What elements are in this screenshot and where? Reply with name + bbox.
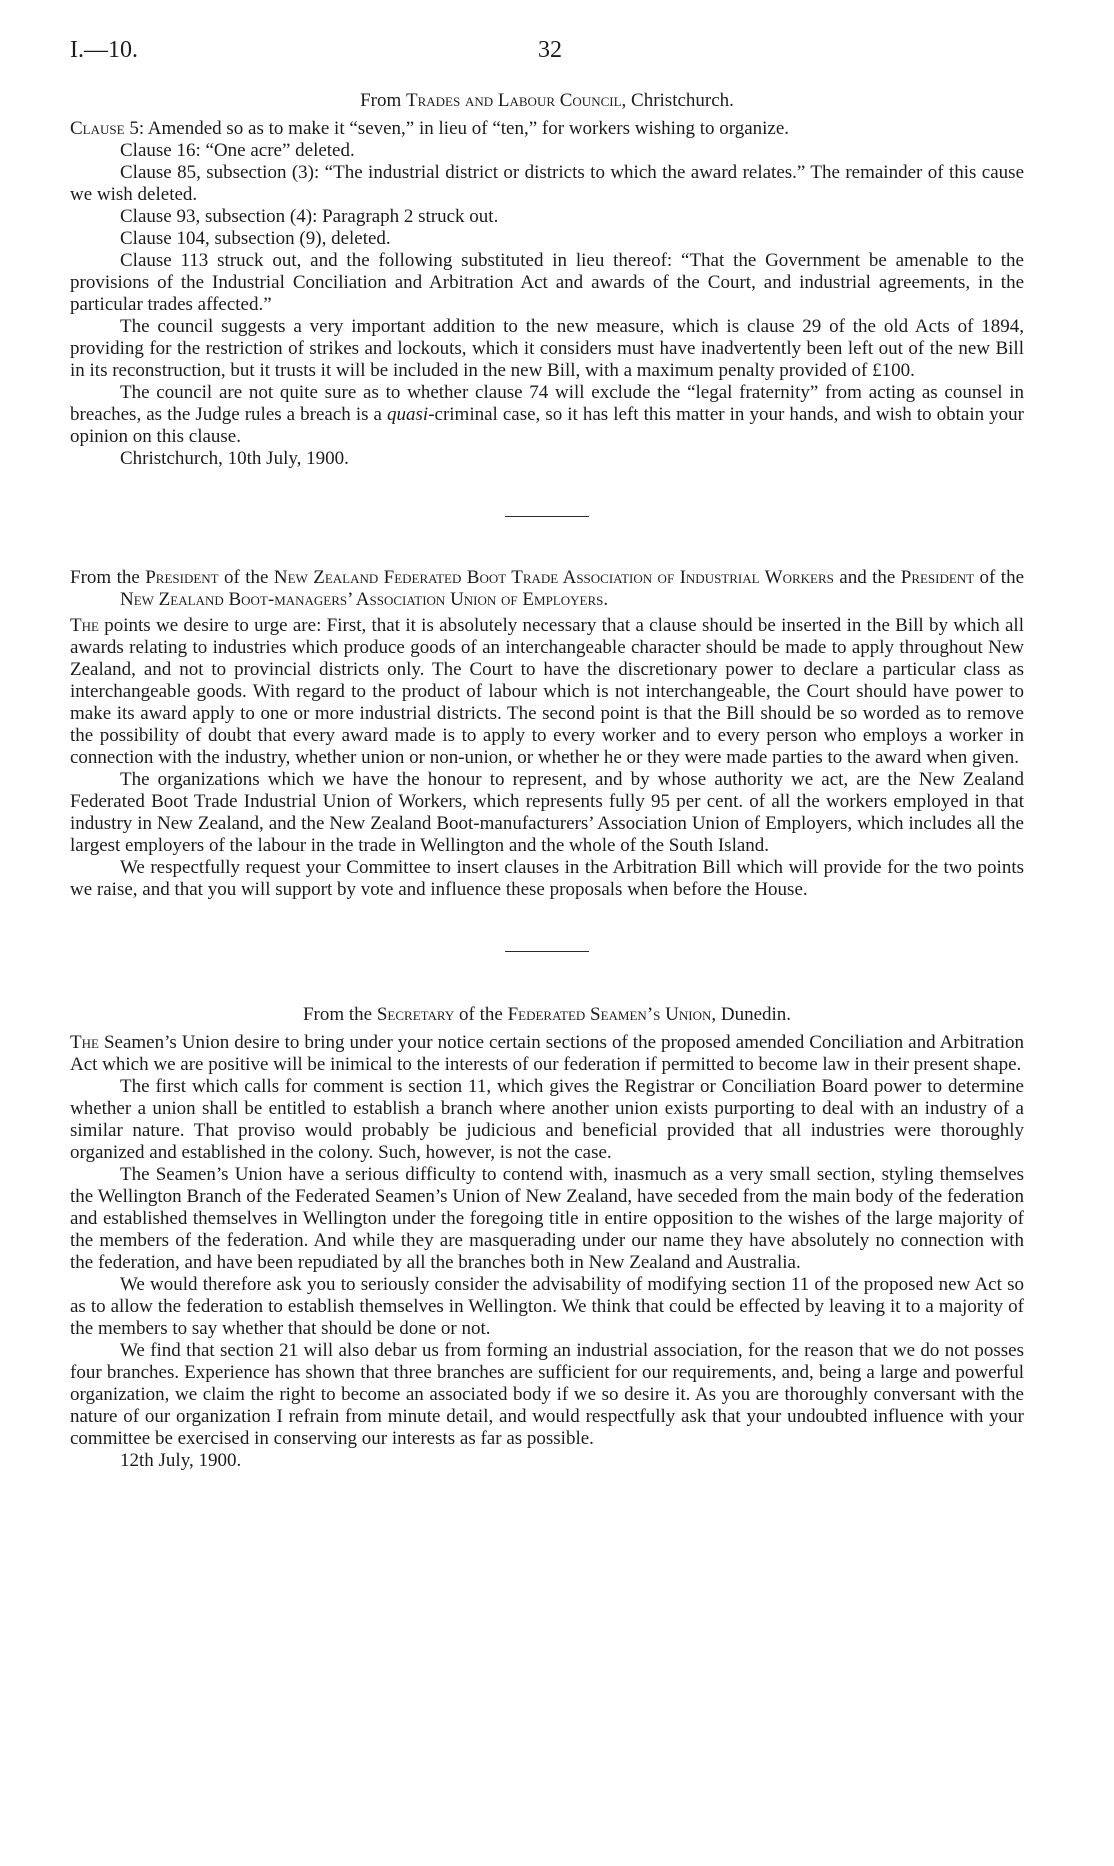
body-paragraph: The organizations which we have the honour to represent, and by whose authority we act, are the New Zealand Federated Boot Trade Industrial Union of Workers, which represents fully 95 per cent. of all the workers employed in that industry in New Zealand, and the New Zealand Boot-manufacturers’ Association Union of Employers, which includes all the largest employers of the labour in the trade in Wellington and the whole of the South Island. bbox=[70, 769, 1024, 856]
section-heading: From Trades and Labour Council, Christchurch. bbox=[360, 90, 734, 111]
body-paragraph: We find that section 21 will also debar us from forming an industrial association, for the reason that we do not posses four branches. Experience has shown that three branches are sufficient for our requirements, and, being a large and powerful organization, we claim the right to become an associated body if we so desire it. As you are thoroughly conversant with the nature of our organization I refrain from minute detail, and would respectfully ask that your undoubted influence with your committee be exercised in conserving our interests as far as possible. bbox=[70, 1340, 1024, 1449]
body-paragraph: We respectfully request your Committee to insert clauses in the Arbitration Bill which will provide for the two points we raise, and that you will support by vote and influence these proposals when before the House. bbox=[70, 857, 1024, 900]
body-paragraph: We would therefore ask you to seriously consider the advisability of modifying section 11 of the proposed new Act so as to allow the federation to establish themselves in Wellington. We think that could be effected by leaving it to a majority of the members to say whether that should be done or not. bbox=[70, 1274, 1024, 1339]
body-paragraph: The points we desire to urge are: First, that it is absolutely necessary that a clause should be inserted in the Bill by which all awards relating to industries which produce goods of an interchangeable character should be made to apply throughout New Zealand, and not to provincial districts only. The Court to have the discretionary power to declare a particular class as interchangeable goods. With regard to the product of labour which is not interchangeable, the Court should have power to make its award apply to one or more industrial districts. The second point is that the Bill should be so worded as to remove the possibility of doubt that every award made is to apply to every worker and to every person who employs a worker in connection with the industry, whether union or non-union, or whether he or they were made parties to the award when given. bbox=[70, 615, 1024, 768]
suggestion-paragraph: The council suggests a very important addition to the new measure, which is clause 29 of the old Acts of 1894, providing for the restriction of strikes and lockouts, which it considers must have inadvertently been left out of the new Bill in its reconstruction, but it trusts it will be included in the new Bill, with a maximum penalty provided of £100. bbox=[70, 316, 1024, 381]
organization-name: New Zealand Federated Boot Trade Association of Industrial Workers bbox=[273, 567, 834, 588]
legal-fraternity-paragraph: The council are not quite sure as to whether clause 74 will exclude the “legal fraternity” from acting as counsel in breaches, as the Judge rules a breach is a quasi-criminal case, so it has left this matter in your hands, and wish to obtain your opinion on this clause. bbox=[70, 382, 1024, 447]
clause-5-paragraph: Clause 5: Amended so as to make it “seven,” in lieu of “ten,” for workers wishing to organize. bbox=[70, 118, 790, 139]
clause-16-paragraph: Clause 16: “One acre” deleted. bbox=[120, 140, 355, 161]
section-seamens-union bbox=[70, 1004, 1024, 1472]
document-reference: I.—10. bbox=[70, 37, 138, 63]
page-number: 32 bbox=[538, 37, 562, 63]
section-heading: From the Secretary of the Federated Seamen’s Union, Dunedin. bbox=[302, 1004, 792, 1025]
section-boot-trade-association bbox=[70, 567, 1024, 901]
running-header bbox=[70, 36, 1024, 76]
section-divider bbox=[505, 516, 589, 517]
body-paragraph: The first which calls for comment is section 11, which gives the Registrar or Conciliation Board power to determine whether a union shall be entitled to establish a branch where another union exists purporting to deal with an industry of a similar nature. That proviso would probably be judicious and beneficial provided that all industries were thoroughly organized and established in the colony. Such, however, is not the case. bbox=[70, 1076, 1024, 1163]
clause-85-paragraph: Clause 85, subsection (3): “The industrial district or districts to which the award relates.” The remainder of this cause we wish deleted. bbox=[70, 162, 1024, 205]
clause-104-paragraph: Clause 104, subsection (9), deleted. bbox=[120, 228, 391, 249]
organization-name: Trades and Labour Council bbox=[406, 90, 622, 111]
section-divider bbox=[505, 951, 589, 952]
body-paragraph: The Seamen’s Union desire to bring under your notice certain sections of the proposed amended Conciliation and Arbitration Act which we are positive will be inimical to the interests of our federation if permitted to become law in their present shape. bbox=[70, 1032, 1024, 1075]
dateline: 12th July, 1900. bbox=[120, 1450, 242, 1471]
organization-name: Federated Seamen’s Union bbox=[507, 1004, 712, 1025]
organization-name: New Zealand Boot-managers’ Association Union of Employers bbox=[120, 589, 604, 610]
section-heading: From the President of the New Zealand Federated Boot Trade Association of Industrial Workers and the President of the New Zealand Boot-managers’ Association Union of Employers. bbox=[70, 567, 1025, 610]
dateline: Christchurch, 10th July, 1900. bbox=[120, 448, 349, 469]
body-paragraph: The Seamen’s Union have a serious difficulty to contend with, inasmuch as a very small section, styling themselves the Wellington Branch of the Federated Seamen’s Union of New Zealand, have seceded from the main body of the federation and established themselves in Wellington under the foregoing title in entire opposition to the wishes of the large majority of the members of the federation. And while they are masquerading under our name they have absolutely no connection with the federation, and have been repudiated by all the branches both in New Zealand and Australia. bbox=[70, 1164, 1024, 1273]
clause-113-paragraph: Clause 113 struck out, and the following substituted in lieu thereof: “That the Government be amenable to the provisions of the Industrial Conciliation and Arbitration Act and awards of the Court, and industrial agreements, in the particular trades affected.” bbox=[70, 250, 1024, 315]
section-trades-labour-council bbox=[70, 90, 1024, 470]
clause-93-paragraph: Clause 93, subsection (4): Paragraph 2 struck out. bbox=[120, 206, 499, 227]
